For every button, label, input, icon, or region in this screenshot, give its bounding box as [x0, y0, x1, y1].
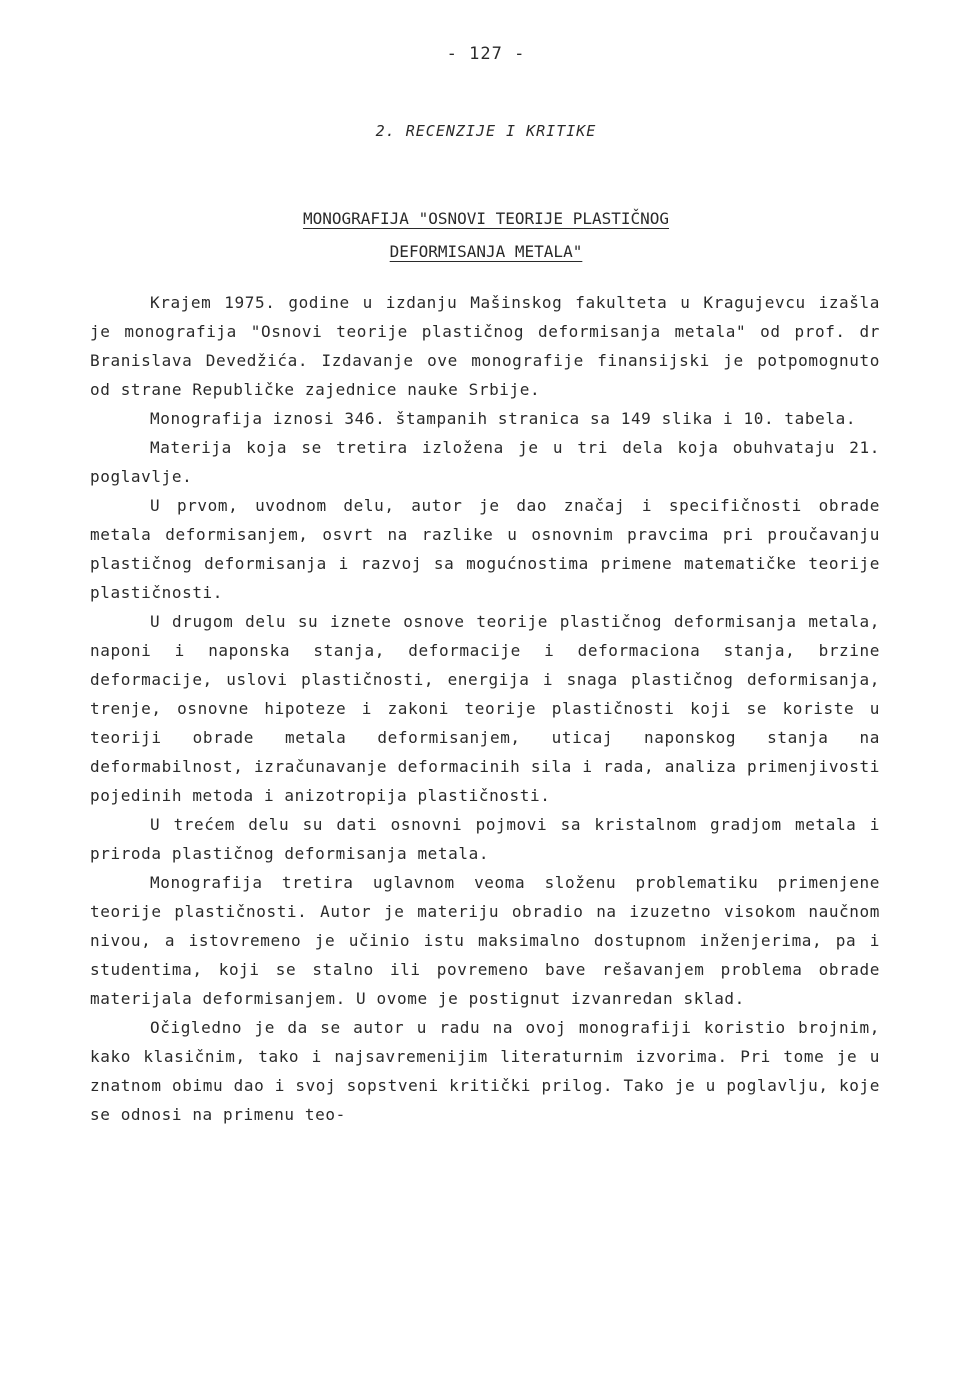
paragraph: Monografija tretira uglavnom veoma složenu problematiku primenjene teorije plastičnosti. Autor je materiju obradio na izuzetno visokom naučnom nivou, a istovremeno je učinio istu maksimalno dostupnom inženjerima, pa i studentima, koji se stalno ili povremeno bave rešavanjem problema obrade materijala deformisanjem. U ovome je postignut izvanredan sklad.: [90, 873, 880, 1008]
paragraph: Materija koja se tretira izložena je u tri dela koja obuhvataju 21. poglavlje.: [90, 438, 880, 486]
review-title-line-1: MONOGRAFIJA "OSNOVI TEORIJE PLASTIČNOG: [302, 209, 670, 228]
paragraph: Monografija iznosi 346. štampanih stranica sa 149 slika i 10. tabela.: [150, 409, 857, 428]
paragraph: U prvom, uvodnom delu, autor je dao značaj i specifičnosti obrade metala deformisanjem, osvrt na razlike u osnovnim pravcima pri proučavanju plastičnog deformisanja i razvoj sa mogućnostima primene matematičke teorije plastičnosti.: [90, 496, 880, 602]
review-title-line-2: DEFORMISANJA METALA": [389, 242, 583, 261]
paragraph: Krajem 1975. godine u izdanju Mašinskog fakulteta u Kragujevcu izašla je monografija "Osnovi teorije plastičnog deformisanja metala" od prof. dr Branislava Devedžića. Izdavanje ove monografije finansijski je potpomognuto od strane Republičke zajednice nauke Srbije.: [90, 293, 880, 399]
review-title: [0, 202, 972, 268]
page-number: - 127 -: [446, 44, 526, 64]
section-heading: 2. RECENZIJE I KRITIKE: [375, 122, 597, 140]
paragraph: Očigledno je da se autor u radu na ovoj monografiji koristio brojnim, kako klasičnim, tako i najsavremenijim literaturnim izvorima. Pri tome je u znatnom obimu dao i svoj sopstveni kritički prilog. Tako je u poglavlju, koje se odnosi na primenu teo-: [90, 1018, 880, 1124]
review-body: [90, 288, 880, 1129]
paragraph: U drugom delu su iznete osnove teorije plastičnog deformisanja metala, naponi i naponska stanja, deformacije i deformaciona stanja, brzine deformacije, uslovi plastičnosti, energija i snaga plastičnog deformisanja, trenje, osnovne hipoteze i zakoni teorije plastičnosti koji se koriste u teoriji obrade metala deformisanjem, uticaj naponskog stanja na deformabilnost, izračunavanje deformacinih sila i rada, analiza primenjivosti pojedinih metoda i anizotropija plastičnosti.: [90, 612, 880, 805]
paragraph: U trećem delu su dati osnovni pojmovi sa kristalnom gradjom metala i priroda plastičnog deformisanja metala.: [90, 815, 880, 863]
